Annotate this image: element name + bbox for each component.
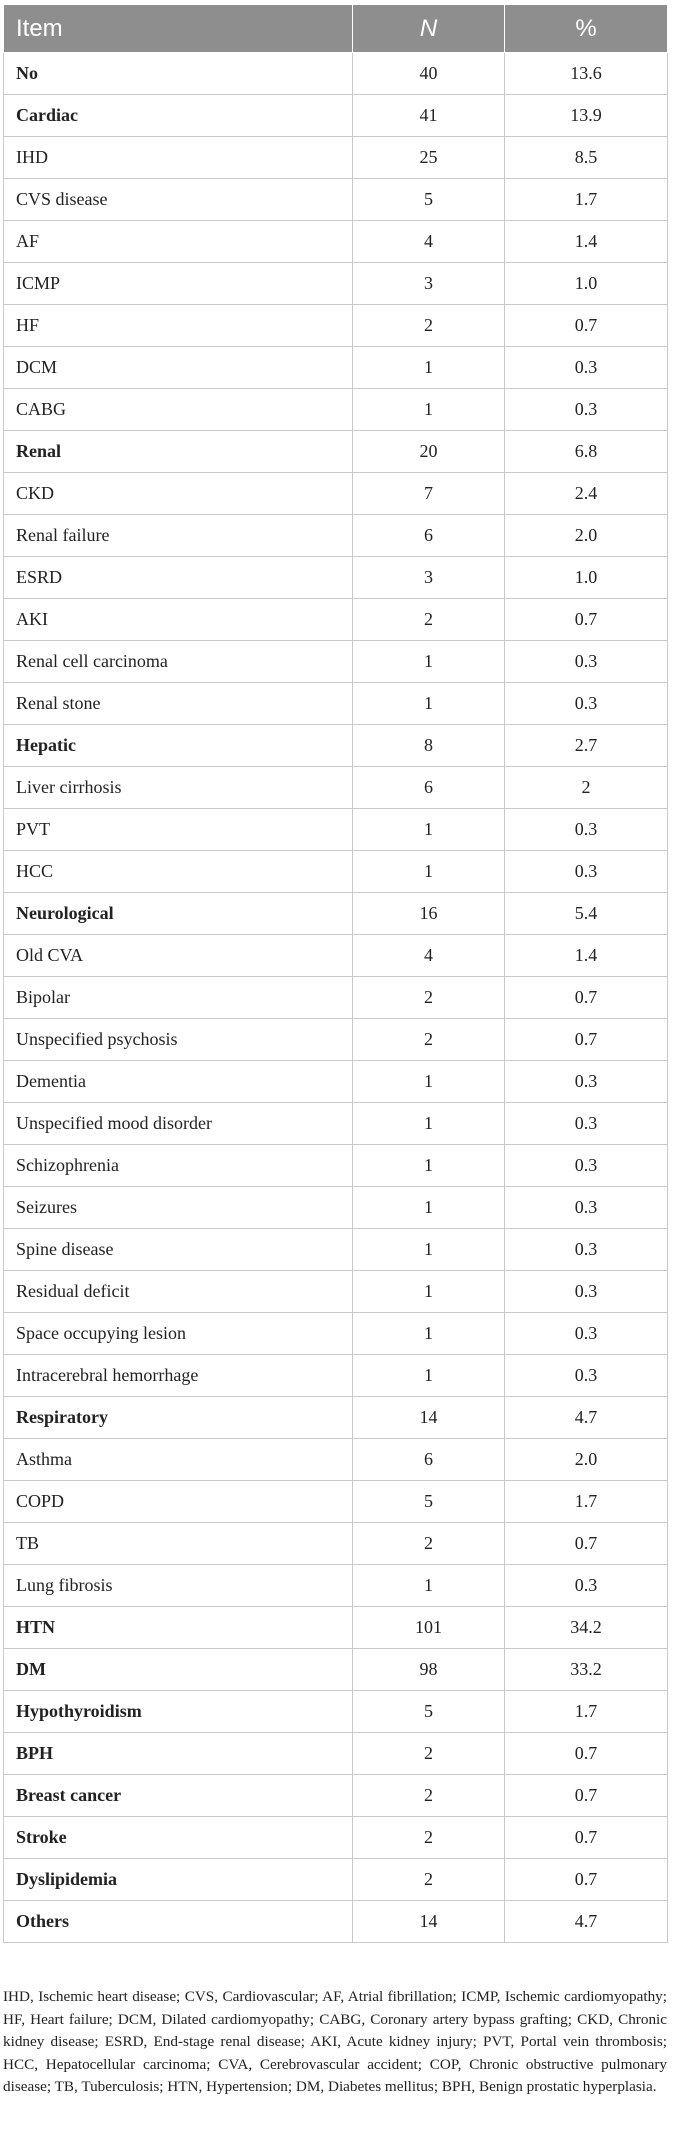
row-label: Renal failure bbox=[4, 515, 353, 557]
row-n-value: 5 bbox=[353, 1691, 505, 1733]
row-label: Bipolar bbox=[4, 977, 353, 1019]
column-header-percent: % bbox=[505, 5, 668, 53]
row-n-value: 4 bbox=[353, 221, 505, 263]
row-n-value: 14 bbox=[353, 1397, 505, 1439]
row-percent-value: 0.7 bbox=[505, 305, 668, 347]
row-percent-value: 5.4 bbox=[505, 893, 668, 935]
table-row bbox=[4, 1817, 668, 1859]
table-row bbox=[4, 683, 668, 725]
row-n-value: 2 bbox=[353, 1775, 505, 1817]
table-row bbox=[4, 641, 668, 683]
row-n-value: 98 bbox=[353, 1649, 505, 1691]
table-row bbox=[4, 599, 668, 641]
table-row bbox=[4, 1187, 668, 1229]
row-n-value: 40 bbox=[353, 53, 505, 95]
table-row bbox=[4, 851, 668, 893]
row-label: Renal bbox=[4, 431, 353, 473]
row-percent-value: 0.7 bbox=[505, 1775, 668, 1817]
row-percent-value: 4.7 bbox=[505, 1397, 668, 1439]
row-n-value: 1 bbox=[353, 347, 505, 389]
row-percent-value: 0.3 bbox=[505, 683, 668, 725]
table-row bbox=[4, 137, 668, 179]
row-label: Neurological bbox=[4, 893, 353, 935]
row-n-value: 20 bbox=[353, 431, 505, 473]
row-label: HF bbox=[4, 305, 353, 347]
row-label: CVS disease bbox=[4, 179, 353, 221]
row-label: Dementia bbox=[4, 1061, 353, 1103]
table-footnote: IHD, Ischemic heart disease; CVS, Cardiovascular; AF, Atrial fibrillation; ICMP, Ischemic cardiomyopathy; HF, Heart failure; DCM, Dilated cardiomyopathy; CABG, Coronary artery bypass grafting; CKD, Chronic kidney disease; ESRD, End-stage renal disease; AKI, Acute kidney injury; PVT, Portal vein thrombosis; HCC, Hepatocellular carcinoma; CVA, Cerebrovascular accident; COP, Chronic obstructive pulmonary disease; TB, Tuberculosis; HTN, Hypertension; DM, Diabetes mellitus; BPH, Benign prostatic hyperplasia. bbox=[3, 1988, 667, 2095]
table-row bbox=[4, 1229, 668, 1271]
row-label: COPD bbox=[4, 1481, 353, 1523]
table-row bbox=[4, 1439, 668, 1481]
header-row bbox=[4, 5, 668, 53]
row-n-value: 1 bbox=[353, 683, 505, 725]
row-percent-value: 0.3 bbox=[505, 1565, 668, 1607]
row-percent-value: 0.3 bbox=[505, 1313, 668, 1355]
table-row bbox=[4, 1397, 668, 1439]
row-label: ESRD bbox=[4, 557, 353, 599]
row-percent-value: 0.3 bbox=[505, 1187, 668, 1229]
row-label: BPH bbox=[4, 1733, 353, 1775]
comorbidity-table bbox=[3, 4, 668, 1943]
row-percent-value: 1.7 bbox=[505, 1481, 668, 1523]
row-n-value: 1 bbox=[353, 1187, 505, 1229]
table-row bbox=[4, 515, 668, 557]
row-n-value: 6 bbox=[353, 515, 505, 557]
row-n-value: 2 bbox=[353, 1733, 505, 1775]
table-row bbox=[4, 95, 668, 137]
table-row bbox=[4, 53, 668, 95]
row-label: Respiratory bbox=[4, 1397, 353, 1439]
row-n-value: 3 bbox=[353, 263, 505, 305]
row-percent-value: 0.3 bbox=[505, 1355, 668, 1397]
row-label: ICMP bbox=[4, 263, 353, 305]
row-percent-value: 0.7 bbox=[505, 1523, 668, 1565]
row-percent-value: 2.7 bbox=[505, 725, 668, 767]
table-row bbox=[4, 431, 668, 473]
row-label: Others bbox=[4, 1901, 353, 1943]
table-body bbox=[4, 53, 668, 1943]
row-n-value: 1 bbox=[353, 1313, 505, 1355]
table-row bbox=[4, 389, 668, 431]
row-percent-value: 0.3 bbox=[505, 1061, 668, 1103]
row-percent-value: 2.0 bbox=[505, 1439, 668, 1481]
row-percent-value: 0.7 bbox=[505, 1733, 668, 1775]
table-row bbox=[4, 1607, 668, 1649]
row-percent-value: 0.3 bbox=[505, 1271, 668, 1313]
table-row bbox=[4, 767, 668, 809]
row-n-value: 3 bbox=[353, 557, 505, 599]
table-row bbox=[4, 1523, 668, 1565]
row-n-value: 1 bbox=[353, 851, 505, 893]
row-percent-value: 0.3 bbox=[505, 1145, 668, 1187]
row-n-value: 2 bbox=[353, 1523, 505, 1565]
row-n-value: 101 bbox=[353, 1607, 505, 1649]
row-n-value: 1 bbox=[353, 809, 505, 851]
row-percent-value: 13.9 bbox=[505, 95, 668, 137]
row-label: TB bbox=[4, 1523, 353, 1565]
row-label: PVT bbox=[4, 809, 353, 851]
table-row bbox=[4, 1061, 668, 1103]
row-label: Liver cirrhosis bbox=[4, 767, 353, 809]
row-n-value: 2 bbox=[353, 1859, 505, 1901]
row-n-value: 16 bbox=[353, 893, 505, 935]
table-row bbox=[4, 1481, 668, 1523]
row-percent-value: 2.4 bbox=[505, 473, 668, 515]
row-percent-value: 1.0 bbox=[505, 557, 668, 599]
row-percent-value: 1.7 bbox=[505, 1691, 668, 1733]
row-n-value: 5 bbox=[353, 1481, 505, 1523]
table-row bbox=[4, 935, 668, 977]
row-label: Renal cell carcinoma bbox=[4, 641, 353, 683]
row-n-value: 2 bbox=[353, 1817, 505, 1859]
row-n-value: 1 bbox=[353, 1271, 505, 1313]
row-label: AKI bbox=[4, 599, 353, 641]
row-percent-value: 0.7 bbox=[505, 599, 668, 641]
row-label: Unspecified mood disorder bbox=[4, 1103, 353, 1145]
comorbidity-table-container bbox=[3, 4, 667, 1943]
table-row bbox=[4, 305, 668, 347]
row-percent-value: 2 bbox=[505, 767, 668, 809]
row-n-value: 2 bbox=[353, 599, 505, 641]
row-percent-value: 0.7 bbox=[505, 977, 668, 1019]
row-percent-value: 0.3 bbox=[505, 347, 668, 389]
table-row bbox=[4, 347, 668, 389]
row-label: Seizures bbox=[4, 1187, 353, 1229]
row-label: Dyslipidemia bbox=[4, 1859, 353, 1901]
table-row bbox=[4, 263, 668, 305]
row-n-value: 2 bbox=[353, 305, 505, 347]
row-n-value: 41 bbox=[353, 95, 505, 137]
row-percent-value: 0.3 bbox=[505, 641, 668, 683]
row-label: Asthma bbox=[4, 1439, 353, 1481]
row-n-value: 14 bbox=[353, 1901, 505, 1943]
table-row bbox=[4, 1859, 668, 1901]
row-percent-value: 0.7 bbox=[505, 1019, 668, 1061]
row-percent-value: 2.0 bbox=[505, 515, 668, 557]
table-row bbox=[4, 893, 668, 935]
column-header-n: N bbox=[353, 5, 505, 53]
table-row bbox=[4, 1145, 668, 1187]
row-percent-value: 0.3 bbox=[505, 1229, 668, 1271]
table-row bbox=[4, 1355, 668, 1397]
row-percent-value: 0.3 bbox=[505, 809, 668, 851]
row-n-value: 1 bbox=[353, 389, 505, 431]
row-n-value: 5 bbox=[353, 179, 505, 221]
row-percent-value: 0.7 bbox=[505, 1859, 668, 1901]
row-label: HCC bbox=[4, 851, 353, 893]
row-n-value: 1 bbox=[353, 1061, 505, 1103]
table-row bbox=[4, 1565, 668, 1607]
row-label: Space occupying lesion bbox=[4, 1313, 353, 1355]
row-label: CABG bbox=[4, 389, 353, 431]
row-n-value: 7 bbox=[353, 473, 505, 515]
table-row bbox=[4, 725, 668, 767]
table-row bbox=[4, 809, 668, 851]
row-percent-value: 0.7 bbox=[505, 1817, 668, 1859]
table-row bbox=[4, 1313, 668, 1355]
row-percent-value: 0.3 bbox=[505, 389, 668, 431]
row-percent-value: 8.5 bbox=[505, 137, 668, 179]
row-label: Renal stone bbox=[4, 683, 353, 725]
row-n-value: 8 bbox=[353, 725, 505, 767]
row-label: Breast cancer bbox=[4, 1775, 353, 1817]
row-percent-value: 33.2 bbox=[505, 1649, 668, 1691]
row-n-value: 1 bbox=[353, 1229, 505, 1271]
row-label: CKD bbox=[4, 473, 353, 515]
column-header-item: Item bbox=[4, 5, 353, 53]
row-percent-value: 6.8 bbox=[505, 431, 668, 473]
row-n-value: 1 bbox=[353, 1103, 505, 1145]
row-label: Old CVA bbox=[4, 935, 353, 977]
row-percent-value: 34.2 bbox=[505, 1607, 668, 1649]
table-row bbox=[4, 1775, 668, 1817]
row-n-value: 6 bbox=[353, 1439, 505, 1481]
table-row bbox=[4, 1271, 668, 1313]
row-n-value: 1 bbox=[353, 1355, 505, 1397]
table-row bbox=[4, 1733, 668, 1775]
row-n-value: 6 bbox=[353, 767, 505, 809]
row-percent-value: 13.6 bbox=[505, 53, 668, 95]
table-row bbox=[4, 977, 668, 1019]
row-n-value: 2 bbox=[353, 977, 505, 1019]
row-label: IHD bbox=[4, 137, 353, 179]
table-row bbox=[4, 221, 668, 263]
row-label: Stroke bbox=[4, 1817, 353, 1859]
row-n-value: 2 bbox=[353, 1019, 505, 1061]
row-percent-value: 1.4 bbox=[505, 221, 668, 263]
row-label: Schizophrenia bbox=[4, 1145, 353, 1187]
row-label: DCM bbox=[4, 347, 353, 389]
row-percent-value: 1.0 bbox=[505, 263, 668, 305]
table-header bbox=[4, 5, 668, 53]
row-n-value: 1 bbox=[353, 1145, 505, 1187]
row-label: DM bbox=[4, 1649, 353, 1691]
row-percent-value: 1.4 bbox=[505, 935, 668, 977]
row-label: Residual deficit bbox=[4, 1271, 353, 1313]
row-percent-value: 0.3 bbox=[505, 851, 668, 893]
row-label: Cardiac bbox=[4, 95, 353, 137]
row-label: HTN bbox=[4, 1607, 353, 1649]
row-label: Lung fibrosis bbox=[4, 1565, 353, 1607]
row-n-value: 1 bbox=[353, 1565, 505, 1607]
row-percent-value: 0.3 bbox=[505, 1103, 668, 1145]
row-label: AF bbox=[4, 221, 353, 263]
row-n-value: 1 bbox=[353, 641, 505, 683]
row-label: No bbox=[4, 53, 353, 95]
table-row bbox=[4, 1019, 668, 1061]
row-n-value: 4 bbox=[353, 935, 505, 977]
row-n-value: 25 bbox=[353, 137, 505, 179]
table-row bbox=[4, 1649, 668, 1691]
row-label: Hepatic bbox=[4, 725, 353, 767]
table-row bbox=[4, 473, 668, 515]
row-label: Hypothyroidism bbox=[4, 1691, 353, 1733]
table-row bbox=[4, 1691, 668, 1733]
row-label: Intracerebral hemorrhage bbox=[4, 1355, 353, 1397]
row-label: Unspecified psychosis bbox=[4, 1019, 353, 1061]
table-row bbox=[4, 1901, 668, 1943]
row-percent-value: 4.7 bbox=[505, 1901, 668, 1943]
table-row bbox=[4, 179, 668, 221]
row-percent-value: 1.7 bbox=[505, 179, 668, 221]
table-row bbox=[4, 557, 668, 599]
table-row bbox=[4, 1103, 668, 1145]
row-label: Spine disease bbox=[4, 1229, 353, 1271]
